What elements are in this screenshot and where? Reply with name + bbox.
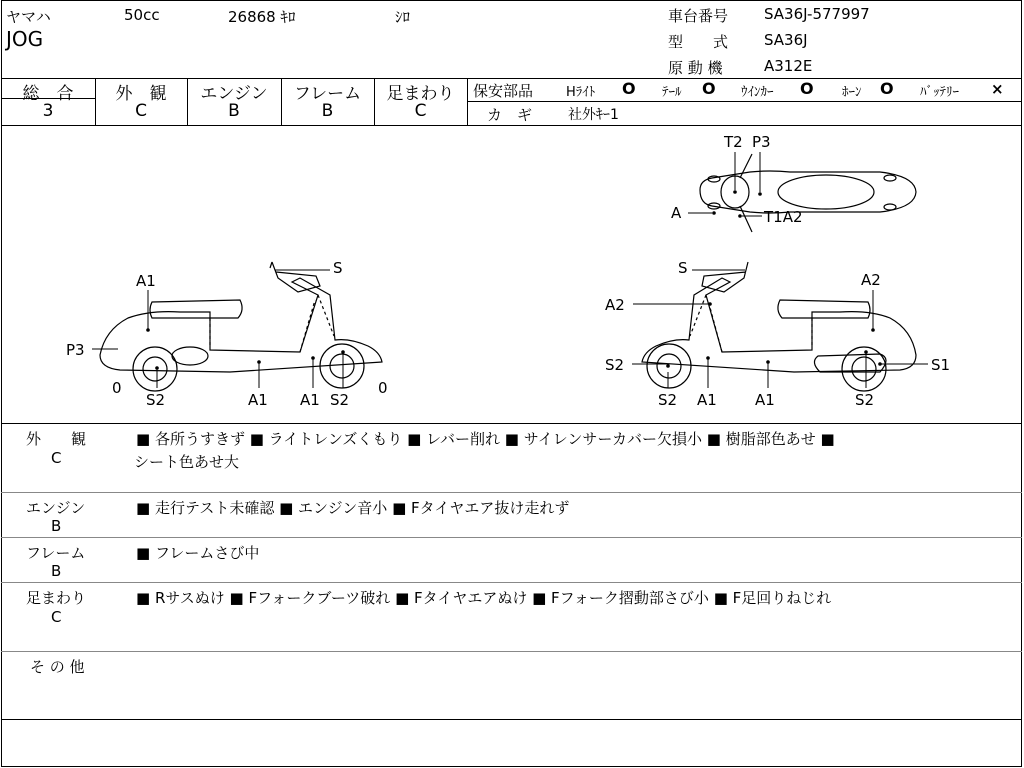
remark-suspension-grade: C	[51, 608, 62, 626]
model-name: JOG	[6, 27, 44, 51]
remark-engine-text: ■ 走行テスト未確認 ■ エンジン音小 ■ Fタイヤエア抜け走れず	[136, 499, 570, 517]
engine-label: 原 動 機	[668, 59, 723, 77]
label-a1: A1	[300, 391, 320, 409]
type-value: SA36J	[764, 31, 808, 49]
label-s2: S2	[605, 356, 625, 374]
safety-headlight-name: Hﾗｲﾄ	[566, 85, 596, 100]
label-a2: A2	[605, 296, 625, 314]
safety-headlight-mark: O	[622, 79, 636, 98]
label-a2: A2	[861, 271, 881, 289]
label-s: S	[333, 259, 343, 277]
frame-no: SA36J-577997	[764, 5, 870, 23]
remark-engine-label: エンジン	[26, 499, 86, 517]
grade-engine-value: B	[228, 101, 240, 121]
damage-diagram	[0, 126, 1024, 422]
type-label: 型 式	[668, 33, 729, 51]
remark-exterior-grade: C	[51, 449, 62, 467]
grade-engine-label: エンジン	[200, 84, 268, 104]
label-s2: S2	[855, 391, 875, 409]
safety-battery-name: ﾊﾞｯﾃﾘｰ	[920, 85, 959, 100]
safety-horn-name: ﾎｰﾝ	[842, 85, 862, 100]
grade-exterior-value: C	[135, 101, 147, 121]
grade-overall-label: 総 合	[22, 84, 74, 104]
divider	[1, 651, 1022, 652]
safety-tail-name: ﾃｰﾙ	[662, 85, 682, 100]
color: ｼﾛ	[395, 8, 411, 26]
label-s2: S2	[658, 391, 678, 409]
safety-horn-mark: O	[880, 79, 894, 98]
remark-exterior-text2: シート色あせ大	[134, 453, 240, 471]
remark-frame-text: ■ フレームさび中	[136, 544, 260, 562]
label-s2: S2	[330, 391, 350, 409]
label-a1: A1	[697, 391, 717, 409]
safety-label: 保安部品	[473, 82, 534, 100]
remark-frame-grade: B	[51, 562, 62, 580]
divider	[1, 582, 1022, 583]
label-zero: 0	[378, 379, 388, 397]
grade-overall-value: 3	[42, 101, 54, 121]
divider	[467, 101, 1022, 102]
label-zero: 0	[112, 379, 122, 397]
remark-exterior-label: 外 観	[26, 430, 87, 448]
frame-no-label: 車台番号	[668, 7, 729, 25]
label-a1: A1	[755, 391, 775, 409]
divider	[1, 423, 1022, 424]
key-value: 社外ｷｰ1	[568, 107, 619, 123]
divider	[1, 719, 1022, 720]
remark-suspension-text: ■ Rサスぬけ ■ Fフォークブーツ破れ ■ Fタイヤエアぬけ ■ Fフォーク摺動部さび小 ■ F足回りねじれ	[136, 589, 832, 607]
maker: ヤマハ	[6, 8, 51, 26]
grade-frame-label: フレーム	[293, 84, 362, 104]
divider	[1, 537, 1022, 538]
remark-other-label: そ の 他	[30, 658, 85, 676]
divider	[1, 492, 1022, 493]
label-p3: P3	[66, 341, 85, 359]
key-label: カ ギ	[487, 106, 533, 124]
label-t1a2: T1A2	[764, 208, 803, 226]
remark-exterior-text: ■ 各所うすきず ■ ライトレンズくもり ■ レバー削れ ■ サイレンサーカバー欠損小 ■ 樹脂部色あせ ■	[136, 430, 835, 448]
scooter-top-view	[700, 154, 916, 232]
label-a1: A1	[136, 272, 156, 290]
grade-suspension-value: C	[414, 101, 427, 121]
displacement: 50cc	[124, 6, 160, 24]
label-s1: S1	[931, 356, 951, 374]
remark-engine-grade: B	[51, 517, 62, 535]
label-a: A	[671, 204, 682, 222]
label-a1: A1	[248, 391, 268, 409]
label-s2: S2	[146, 391, 166, 409]
safety-battery-mark: ×	[991, 80, 1004, 98]
safety-winker-mark: O	[800, 79, 814, 98]
engine-value: A312E	[764, 57, 813, 75]
grade-suspension-label: 足まわり	[386, 84, 455, 104]
remark-frame-label: フレーム	[26, 544, 86, 562]
safety-tail-mark: O	[702, 79, 716, 98]
safety-winker-name: ｳｲﾝｶｰ	[741, 85, 774, 100]
mileage: 26868 ｷﾛ	[228, 8, 296, 26]
label-p3: P3	[752, 133, 771, 151]
grade-exterior-label: 外 観	[115, 84, 167, 104]
label-s: S	[678, 259, 688, 277]
remark-suspension-label: 足まわり	[26, 589, 87, 607]
grade-frame-value: B	[321, 101, 334, 121]
label-t2: T2	[724, 133, 743, 151]
